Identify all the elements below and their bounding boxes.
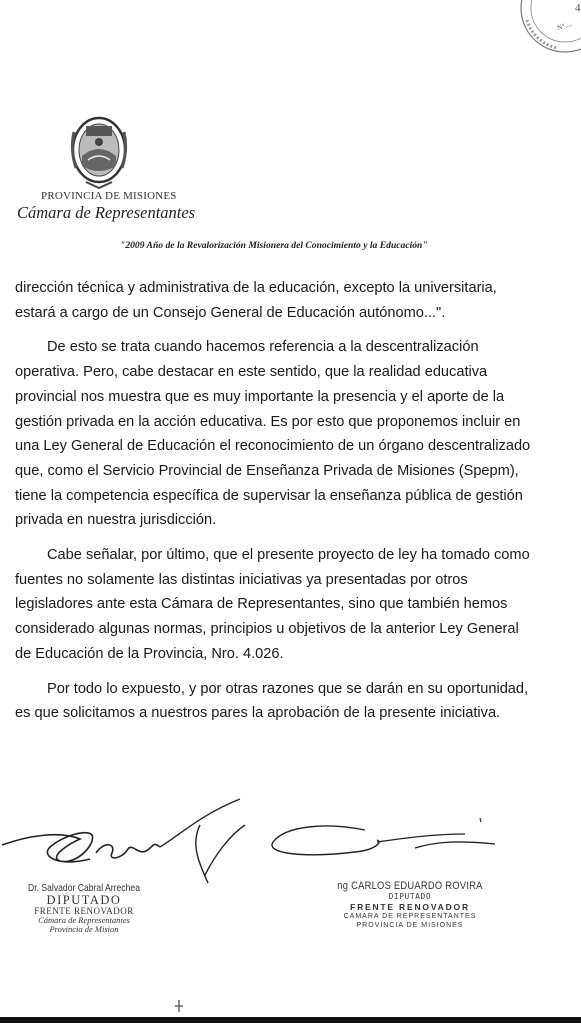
page-number: 4	[575, 2, 581, 14]
year-motto: "2009 Año de la Revalorización Misionera del Conocimiento y la Educación"	[120, 240, 428, 251]
text-line: una Ley General de Educación el reconocimiento de un órgano descentralizado	[15, 438, 531, 455]
text-line: es que solicitamos a nuestros pares la aprobación de la presente iniciativa.	[15, 705, 501, 722]
signature-right-icon	[265, 812, 505, 872]
coat-of-arms-icon	[66, 112, 132, 190]
signer-chamber: Cámara de Representantes	[38, 915, 130, 925]
paragraph-1	[15, 276, 581, 325]
signer-province: Provincia de Mision	[49, 924, 119, 934]
paragraph-4	[15, 677, 581, 726]
paragraph-3	[15, 543, 581, 667]
text-line: estará a cargo de un Consejo General de Educación autónomo...".	[15, 304, 446, 321]
corner-seal-stamp	[517, 0, 581, 56]
text-line: de Educación de la Provincia, Nro. 4.026.	[15, 645, 284, 662]
paragraph-2	[15, 335, 581, 533]
signer-chamber: CAMARA DE REPRESENTANTES	[343, 913, 477, 920]
signature-block-right	[320, 880, 500, 930]
text-line: que, como el Servicio Provincial de Enseñanza Privada de Misiones (Spepm),	[15, 462, 519, 479]
signer-name: Dr. Salvador Cabral Arrechea	[27, 882, 140, 894]
text-line: privada en nuestra jurisdicción.	[15, 512, 217, 529]
folio-label: N°....	[556, 19, 573, 33]
text-line: De esto se trata cuando hacemos referencia a la descentralización	[47, 339, 479, 356]
signer-title: DIPUTADO	[46, 893, 122, 907]
scan-edge	[0, 1017, 581, 1023]
text-line: provincial nos muestra que es muy importante la presencia y el aporte de la	[15, 388, 505, 405]
chamber-heading: Cámara de Representantes	[17, 203, 196, 222]
ink-mark-icon	[174, 1000, 184, 1012]
text-line: tiene la competencia específica de supervisar la enseñanza pública de gestión	[15, 487, 523, 504]
province-heading: PROVINCIA DE MISIONES	[41, 190, 177, 202]
text-line: fuentes no solamente las distintas iniciativas ya presentadas por otros	[15, 571, 468, 588]
signer-party: FRENTE RENOVADOR	[34, 906, 134, 916]
signer-province: PROVINCIA DE MISIONES	[356, 922, 464, 929]
text-line: Por todo lo expuesto, y por otras razones que se darán en su oportunidad,	[47, 680, 529, 697]
signer-party: FRENTE RENOVADOR	[350, 902, 470, 912]
signature-left-icon	[0, 795, 260, 885]
signer-title: DIPUTADO	[388, 892, 432, 901]
signer-name: ng CARLOS EDUARDO ROVIRA	[337, 880, 483, 892]
signature-block-left	[4, 882, 164, 934]
text-line: gestión privada en la acción educativa. Es por esto que proponemos incluir en	[15, 413, 521, 430]
document-body	[15, 276, 581, 736]
text-line: legisladores ante esta Cámara de Representantes, sino que también hemos	[15, 596, 508, 613]
text-line: operativa. Pero, cabe destacar en este sentido, que la realidad educativa	[15, 364, 488, 381]
text-line: dirección técnica y administrativa de la educación, excepto la universitaria,	[15, 280, 497, 296]
text-line: considerado algunas normas, principios u objetivos de la anterior Ley General	[15, 621, 519, 638]
text-line: Cabe señalar, por último, que el presente proyecto de ley ha tomado como	[47, 547, 530, 564]
